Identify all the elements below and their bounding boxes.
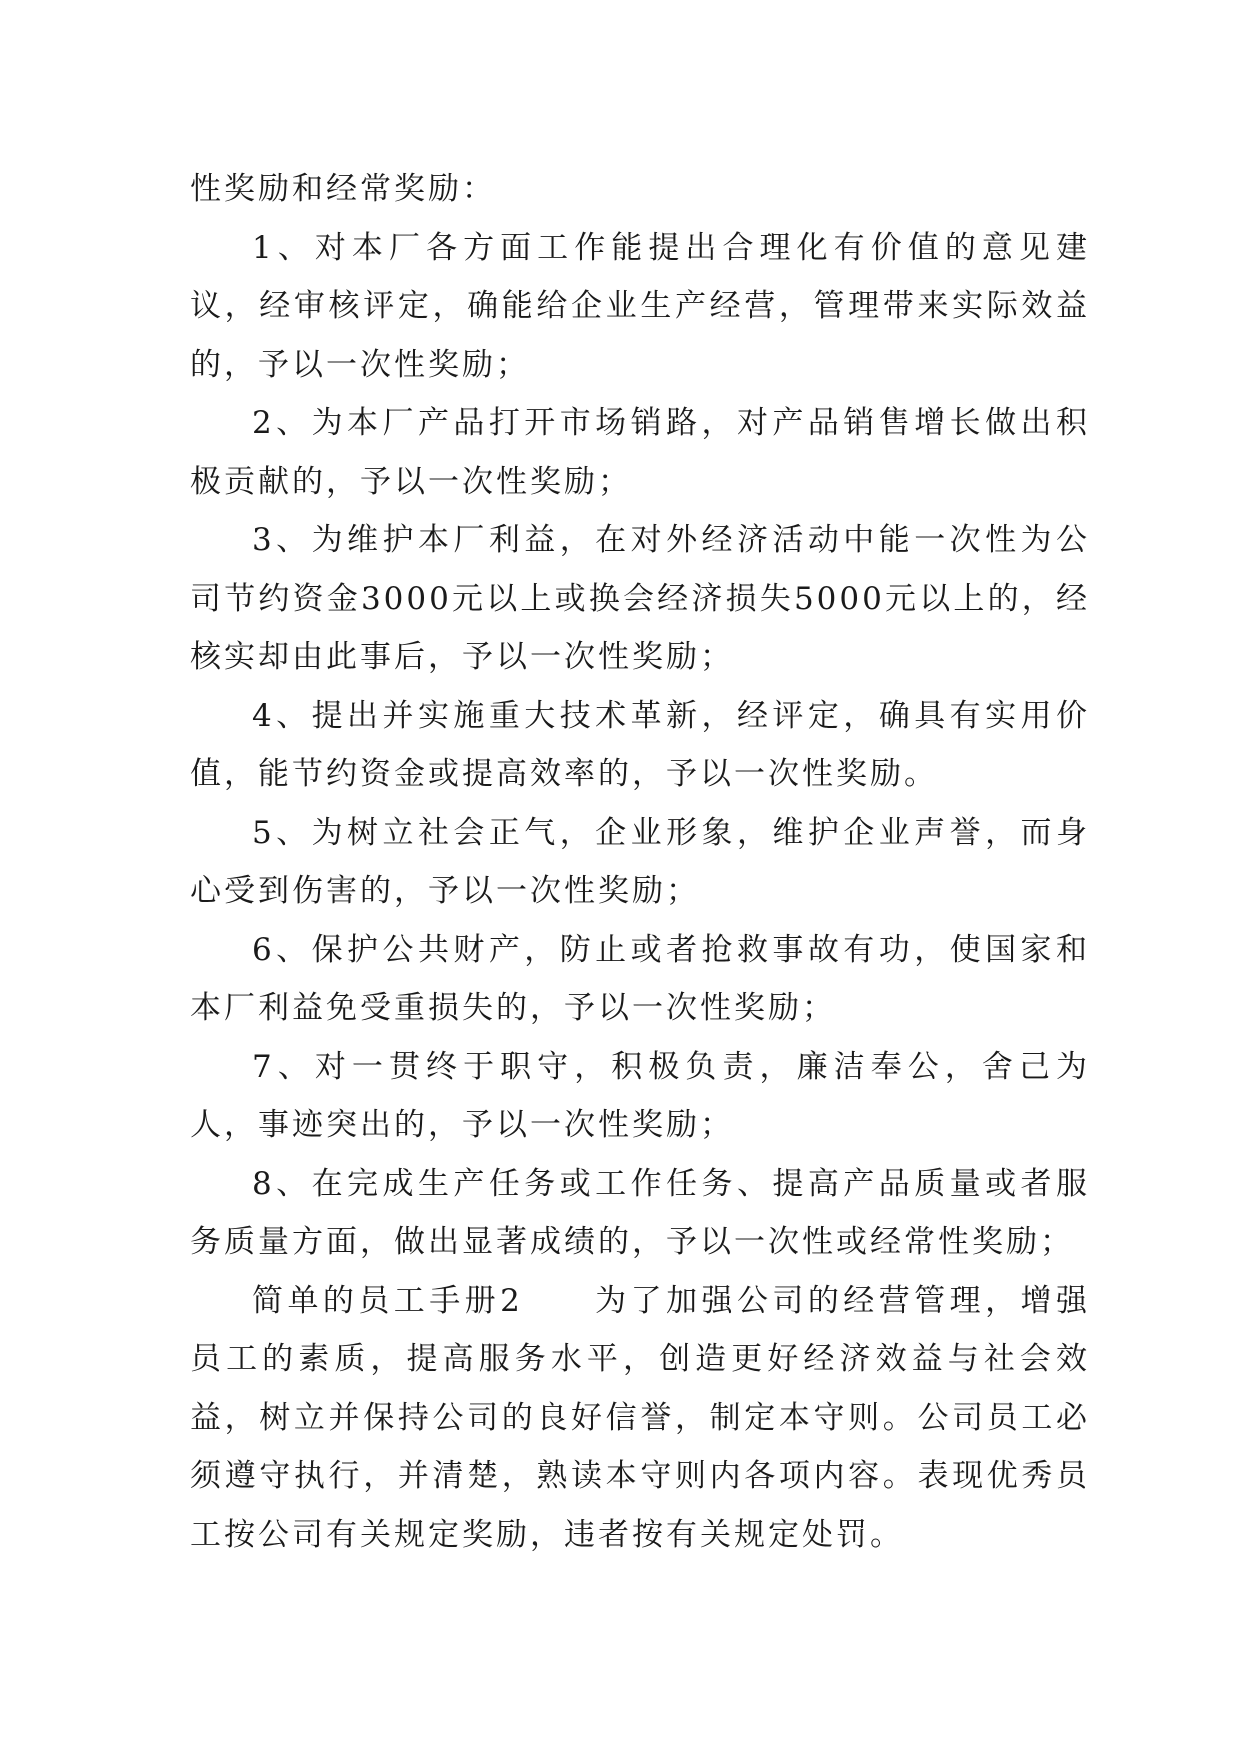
document-body bbox=[190, 160, 1090, 1564]
paragraph-item-2: 2、为本厂产品打开市场销路，对产品销售增长做出积极贡献的，予以一次性奖励； bbox=[190, 405, 1090, 500]
paragraph-item-1: 1、对本厂各方面工作能提出合理化有价值的意见建议，经审核评定，确能给企业生产经营，管理带来实际效益的，予以一次性奖励； bbox=[190, 229, 1090, 383]
paragraph-item-5: 5、为树立社会正气，企业形象，维护企业声誉，而身心受到伤害的，予以一次性奖励； bbox=[190, 814, 1090, 909]
paragraph-item-6: 6、保护公共财产，防止或者抢救事故有功，使国家和本厂利益免受重损失的，予以一次性奖励； bbox=[190, 931, 1090, 1026]
paragraph-item-7: 7、对一贯终于职守，积极负责，廉洁奉公，舍己为人，事迹突出的，予以一次性奖励； bbox=[190, 1048, 1090, 1143]
paragraph-item-4: 4、提出并实施重大技术革新，经评定，确具有实用价值，能节约资金或提高效率的，予以一次性奖励。 bbox=[190, 697, 1090, 792]
paragraph-item-3: 3、为维护本厂利益，在对外经济活动中能一次性为公司节约资金3000元以上或换会经济损失5000元以上的，经核实却由此事后，予以一次性奖励； bbox=[190, 522, 1090, 675]
paragraph-handbook-2: 简单的员工手册2 为了加强公司的经营管理，增强员工的素质，提高服务水平，创造更好经济效益与社会效益，树立并保持公司的良好信誉，制定本守则。公司员工必须遵守执行，并清楚，熟读本守则内各项内容。表现优秀员工按公司有关规定奖励，违者按有关规定处罚。 bbox=[190, 1282, 1090, 1553]
paragraph-item-8: 8、在完成生产任务或工作任务、提高产品质量或者服务质量方面，做出显著成绩的，予以一次性或经常性奖励； bbox=[190, 1165, 1090, 1260]
paragraph-intro: 性奖励和经常奖励： bbox=[190, 171, 496, 207]
